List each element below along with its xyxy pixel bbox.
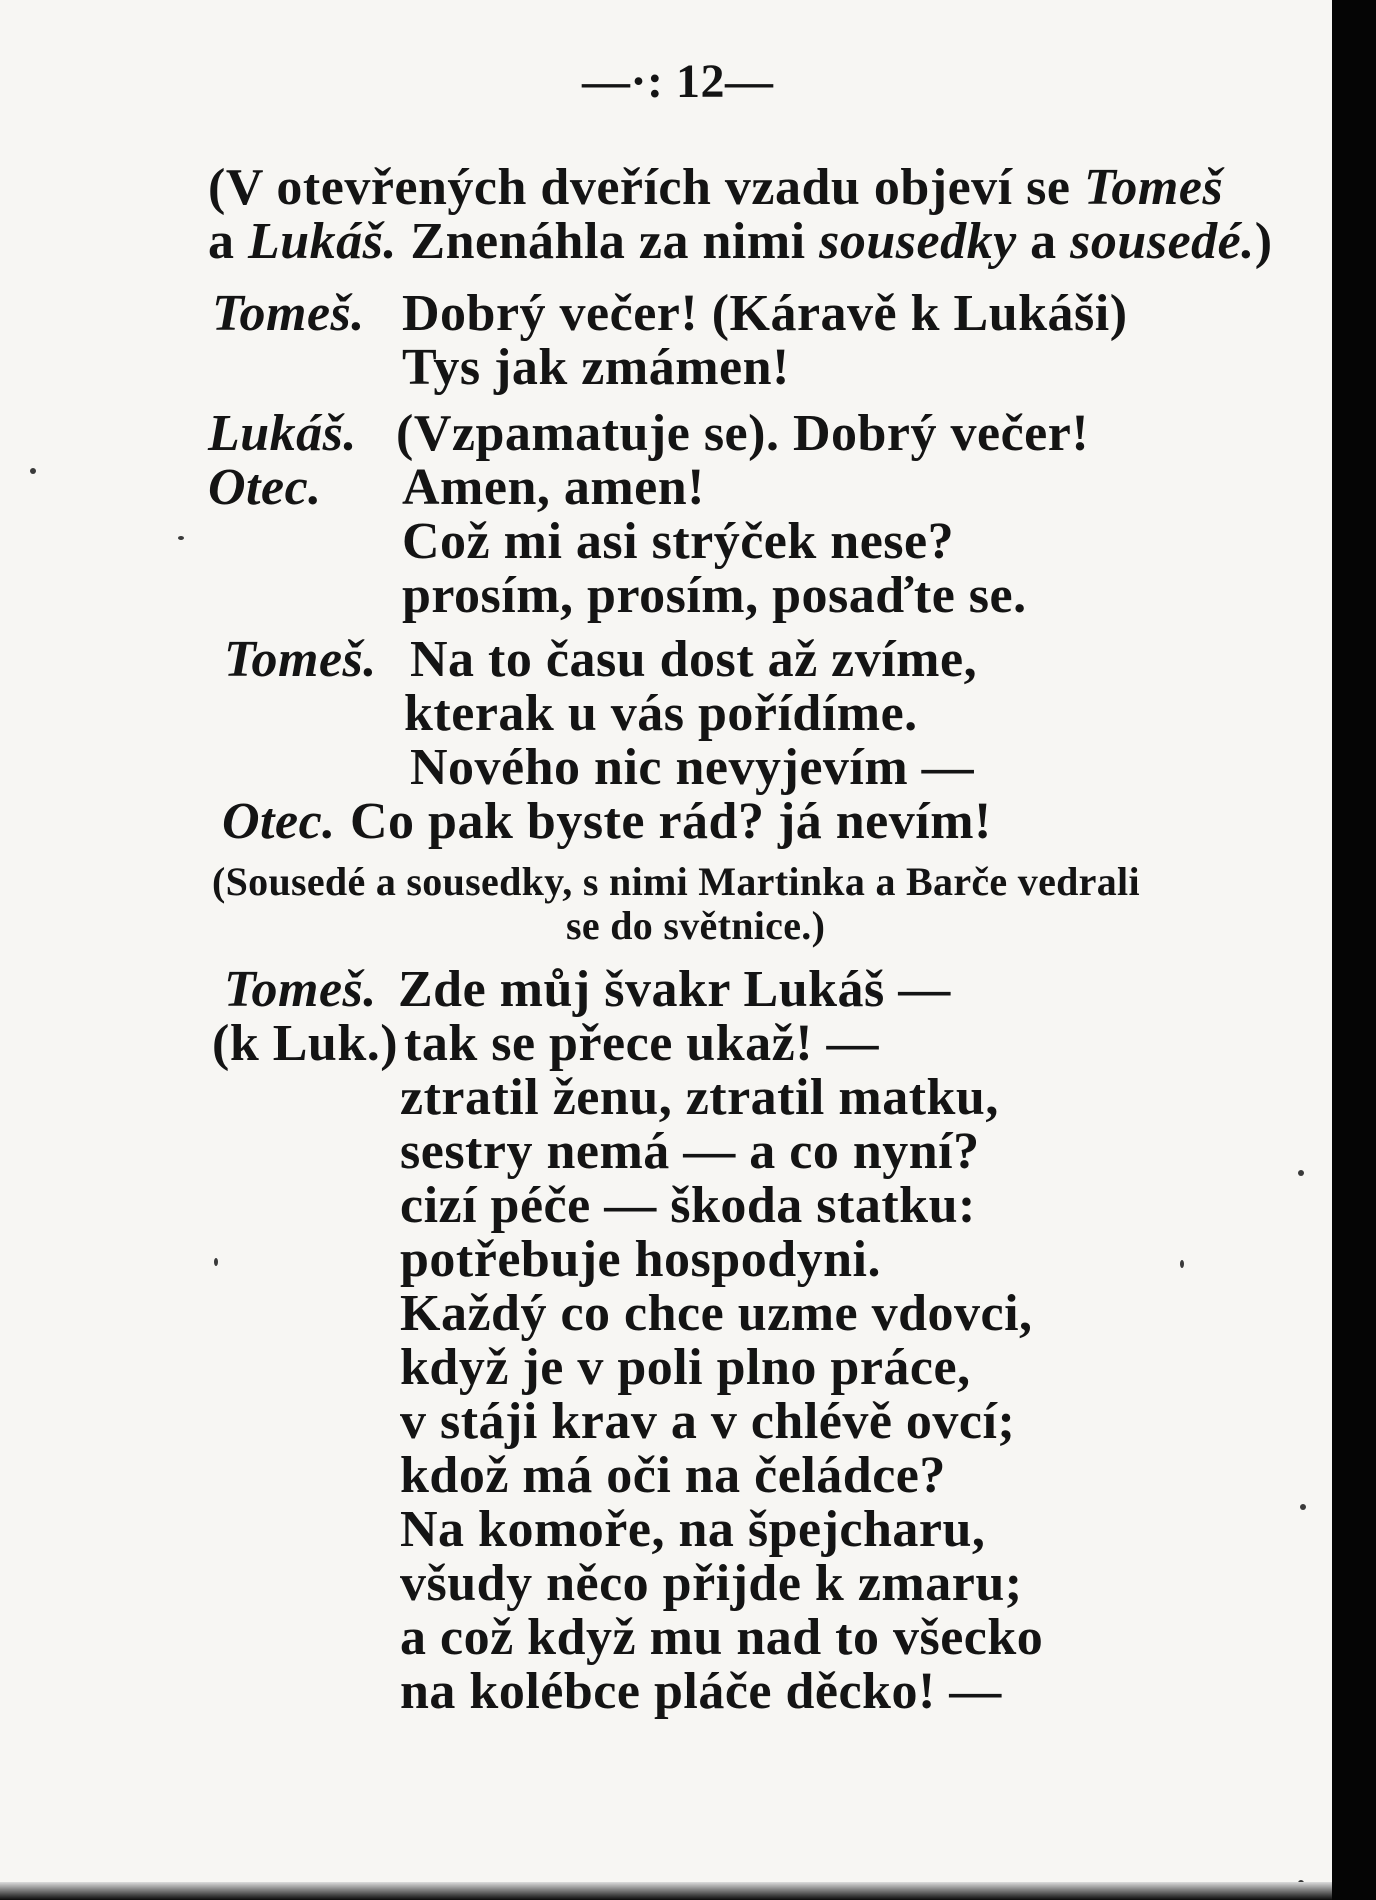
print-speck <box>30 468 36 474</box>
dialogue-line: Dobrý večer! (Káravě k Lukáši) <box>402 285 1128 342</box>
page-edge-shadow <box>1332 0 1376 1900</box>
character-name: Tomeš <box>1083 159 1224 216</box>
dialogue-line: a což když mu nad to všecko <box>400 1609 1044 1666</box>
dialogue-line: ztratil ženu, ztratil matku, <box>400 1069 999 1126</box>
dialogue-line: všudy něco přijde k zmaru; <box>400 1555 1023 1612</box>
stage-text: (V otevřených dveřích vzadu objeví se <box>208 159 1084 216</box>
speaker-name: Lukáš. <box>208 405 357 462</box>
dialogue-line: kdož má oči na čeládce? <box>400 1447 946 1504</box>
print-speck <box>1300 1504 1306 1510</box>
speaker-name: Otec. <box>222 793 336 850</box>
dialogue-line: Na komoře, na špejcharu, <box>400 1501 986 1558</box>
stage-direction-line-1: (Sousedé a sousedky, s nimi Martinka a Barče vedrali <box>212 859 1140 904</box>
print-speck <box>178 536 184 540</box>
dialogue-line: (Vzpamatuje se). Dobrý večer! <box>396 405 1090 462</box>
stage-direction-line-2 <box>208 213 1273 270</box>
dialogue-line: sestry nemá — a co nyní? <box>400 1123 980 1180</box>
dialogue-line: na kolébce pláče děcko! — <box>400 1663 1002 1720</box>
print-speck <box>1298 1170 1304 1176</box>
dialogue-line: prosím, prosím, posaďte se. <box>402 567 1027 624</box>
speaker-name: Tomeš. <box>224 631 377 688</box>
dialogue-line: potřebuje hospodyni. <box>400 1231 881 1288</box>
stage-direction-line-2: se do světnice.) <box>566 903 826 948</box>
speaker-name: Otec. <box>208 459 322 516</box>
stage-text: ) <box>1254 213 1273 270</box>
dialogue-line: když je v poli plno práce, <box>400 1339 971 1396</box>
dialogue-line: Co pak byste rád? já nevím! <box>350 793 992 850</box>
character-group: sousedky <box>819 213 1017 270</box>
dialogue-line: cizí péče — škoda statku: <box>400 1177 976 1234</box>
dialogue-line: v stáji krav a v chlévě ovcí; <box>400 1393 1016 1450</box>
page-edge-bottom <box>0 1882 1332 1900</box>
dialogue-line: Což mi asi strýček nese? <box>402 513 955 570</box>
dialogue-line: Nového nic nevyjevím — <box>410 739 975 796</box>
page-number: —·: 12— <box>582 55 774 108</box>
dialogue-line: Tys jak zmámen! <box>402 339 790 396</box>
stage-text: Znenáhla za nimi <box>396 213 820 270</box>
print-speck <box>1180 1260 1184 1268</box>
stage-text: a <box>208 213 248 270</box>
stage-text: a <box>1016 213 1071 270</box>
character-name: Lukáš. <box>248 213 397 270</box>
stage-direction-line-1 <box>208 159 1224 216</box>
dialogue-line: Každý co chce uzme vdovci, <box>400 1285 1033 1342</box>
character-group: sousedé. <box>1070 213 1255 270</box>
speaker-name: Tomeš. <box>224 961 377 1018</box>
print-speck <box>214 1258 218 1266</box>
speaker-direction: (k Luk.) <box>212 1015 399 1072</box>
dialogue-line: tak se přece ukaž! — <box>404 1015 880 1072</box>
dialogue-line: Zde můj švakr Lukáš — <box>398 961 951 1018</box>
dialogue-line: Na to času dost až zvíme, <box>410 631 978 688</box>
dialogue-line: kterak u vás pořídíme. <box>404 685 918 742</box>
speaker-name: Tomeš. <box>212 285 365 342</box>
dialogue-line: Amen, amen! <box>402 459 706 516</box>
